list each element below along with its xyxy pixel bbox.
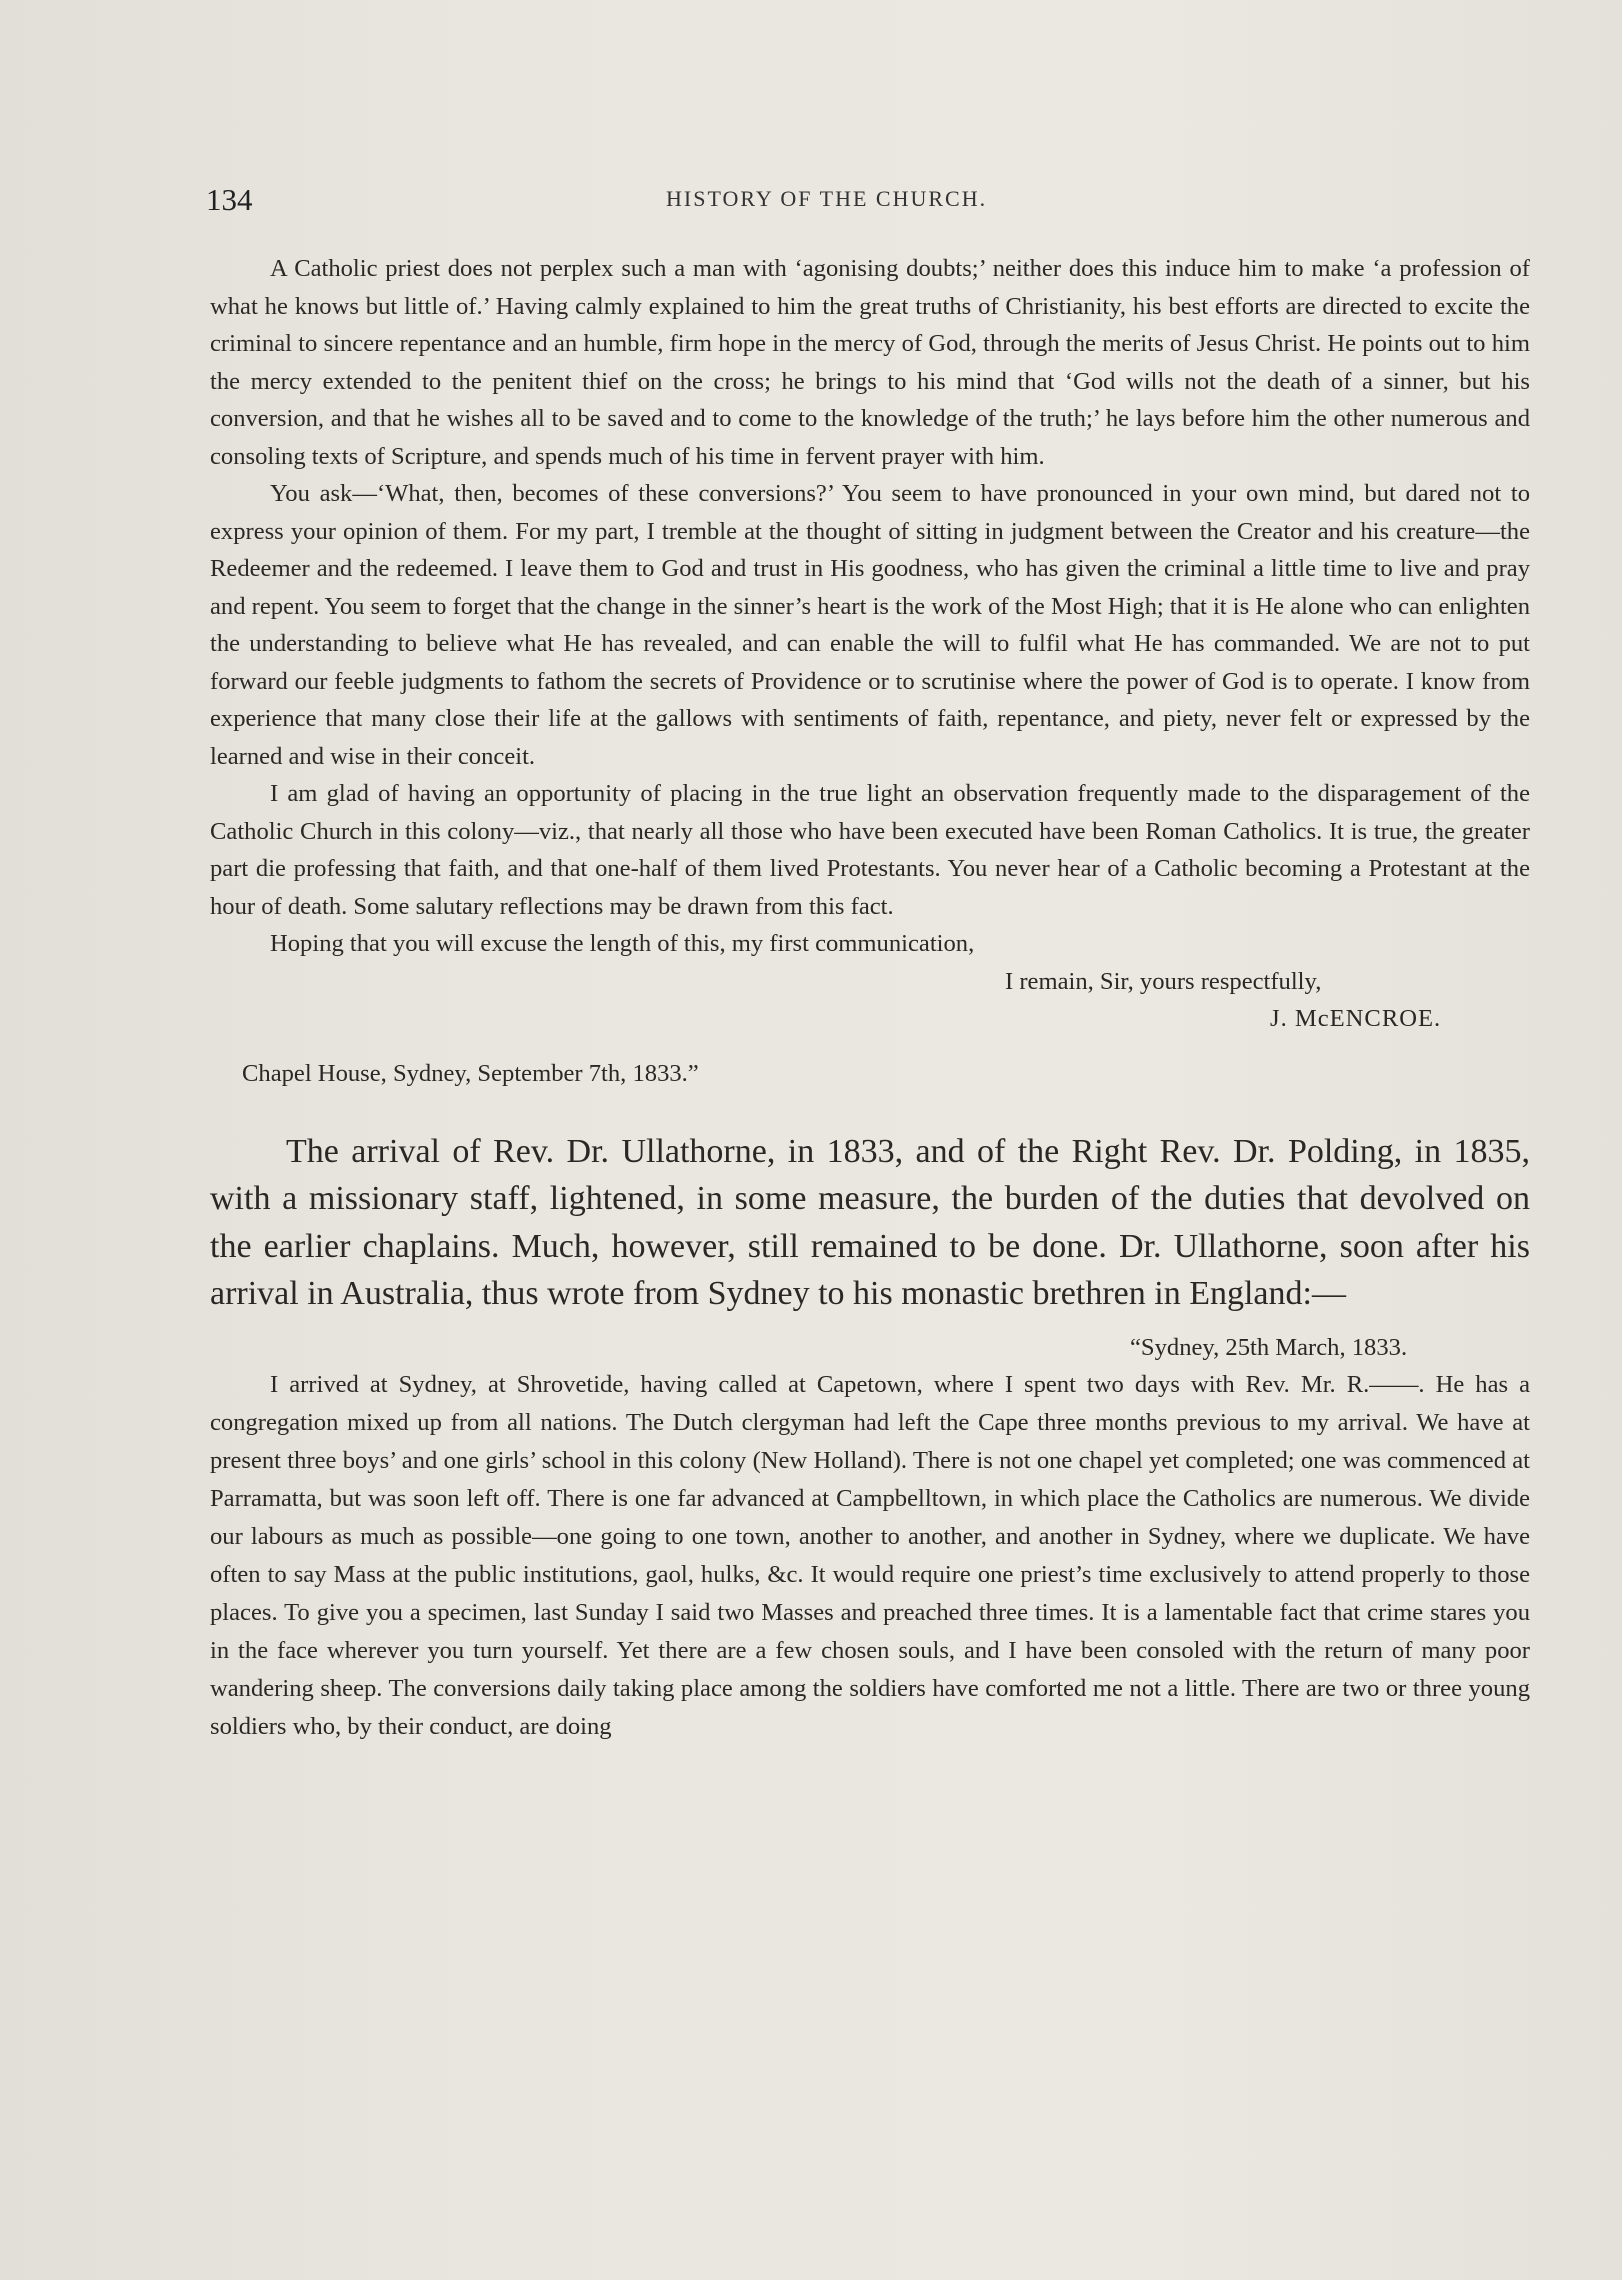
letter2-paragraph: I arrived at Sydney, at Shrovetide, having called at Capetown, where I spent two days with Rev. Mr. R.——. He has a congregation mixed up from all nations. The Dutch clergyman had left the Cape three months previous to my arrival. We have at present three boys’ and one girls’ school in this colony (New Holland). There is not one chapel yet completed; one was commenced at Parramatta, but was soon left off. There is one far advanced at Campbelltown, in which place the Catholics are numerous. We divide our labours as much as possible—one going to one town, another to another, and another in Sydney, where we duplicate. We have often to say Mass at the public institutions, gaol, hulks, &c. It would require one priest’s time exclusively to attend properly to those places. To give you a specimen, last Sunday I said two Masses and preached three times. It is a lamentable fact that crime stares you in the face wherever you turn yourself. Yet there are a few chosen souls, and I have been consoled with the return of many poor wandering sheep. The conversions daily taking place among the soldiers have comforted me not a little. There are two or three young soldiers who, by their conduct, are doing (210, 1370, 1530, 1740)
letter-signature: J. McENCROE. (1270, 1005, 1442, 1032)
letter-paragraph: You ask—‘What, then, becomes of these conversions?’ You seem to have pronounced in your own mind, but dared not to express your opinion of them. For my part, I tremble at the thought of sitting in judgment between the Creator and his creature—the Redeemer and the redeemed. I leave them to God and trust in His goodness, who has given the criminal a little time to live and pray and repent. You seem to forget that the change in the sinner’s heart is the work of the Most High; that it is He alone who can enlighten the understanding to believe what He has revealed, and can enable the will to fulfil what He has commanded. We are not to put forward our feeble judgments to fathom the secrets of Providence or to scrutinise where the power of God is to operate. I know from experience that many close their life at the gallows with sentiments of faith, repentance, and piety, never felt or expressed by the learned and wise in their conceit. (210, 480, 1530, 770)
letter-closing: I remain, Sir, yours respectfully, (1005, 967, 1322, 995)
letter-paragraph: Hoping that you will excuse the length of this, my first communication, (270, 930, 975, 957)
page-header (206, 182, 1536, 222)
letter-dateline: Chapel House, Sydney, September 7th, 1833.” (242, 1059, 699, 1087)
page-body (210, 250, 1530, 1746)
page-number: 134 (206, 182, 253, 217)
narrative-paragraph: The arrival of Rev. Dr. Ullathorne, in 1833, and of the Right Rev. Dr. Polding, in 1835, with a missionary staff, lightened, in some measure, the burden of the duties that devolved on the earlier chaplains. Much, however, still remained to be done. Dr. Ullathorne, soon after his arrival in Australia, thus wrote from Sydney to his monastic brethren in England:— (210, 1132, 1530, 1312)
running-head: HISTORY OF THE CHURCH. (666, 186, 988, 211)
letter-paragraph: A Catholic priest does not perplex such a man with ‘agonising doubts;’ neither does this induce him to make ‘a profession of what he knows but little of.’ Having calmly explained to him the great truths of Christianity, his best efforts are directed to excite the criminal to sincere repentance and an humble, firm hope in the mercy of God, through the merits of Jesus Christ. He points out to him the mercy extended to the penitent thief on the cross; he brings to his mind that ‘God wills not the death of a sinner, but his conversion, and that he wishes all to be saved and to come to the knowledge of the truth;’ he lays before him the other numerous and consoling texts of Scripture, and spends much of his time in fervent prayer with him. (210, 255, 1530, 470)
letter2-date: “Sydney, 25th March, 1833. (1130, 1333, 1408, 1361)
letter-paragraph: I am glad of having an opportunity of placing in the true light an observation frequently made to the disparagement of the Catholic Church in this colony—viz., that nearly all those who have been executed have been Roman Catholics. It is true, the greater part die professing that faith, and that one-half of them lived Protestants. You never hear of a Catholic becoming a Protestant at the hour of death. Some salutary reflections may be drawn from this fact. (210, 780, 1530, 920)
